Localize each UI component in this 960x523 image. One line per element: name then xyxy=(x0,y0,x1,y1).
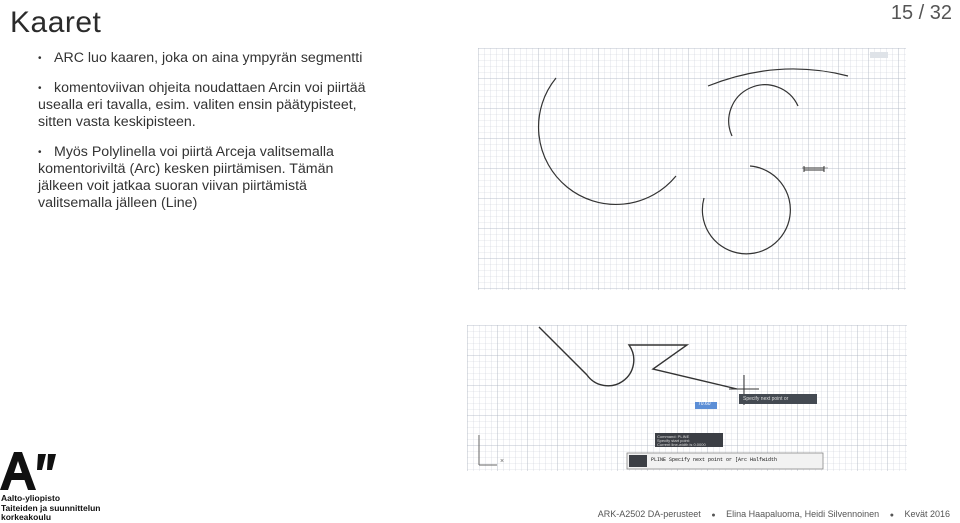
bullet-dot-icon: • xyxy=(38,83,42,94)
bullet-list xyxy=(38,50,378,225)
command-history-line: Command: PLINE xyxy=(657,434,690,439)
slide-title: Kaaret xyxy=(10,6,102,39)
bullet-item xyxy=(38,50,378,67)
footer-course: ARK-A2502 DA-perusteet xyxy=(597,509,701,519)
drawing-canvas xyxy=(467,325,907,471)
bullet-item xyxy=(38,144,378,212)
bullet-dot-icon: • xyxy=(38,53,42,64)
command-line-tools xyxy=(629,455,647,467)
bullet-item xyxy=(38,80,378,131)
cad-arcs-screenshot xyxy=(478,48,906,290)
separator-dot-icon: ● xyxy=(711,512,716,519)
bullet-text: ARC luo kaaren, joka on aina ympyrän segmentti xyxy=(54,50,363,66)
footer-authors: Elina Haapaluoma, Heidi Silvennoinen xyxy=(726,509,880,519)
command-history-line: Current line-width is 0.0000 xyxy=(657,442,706,447)
command-line-input[interactable]: PLINE Specify next point or [Arc Halfwidth xyxy=(651,457,778,463)
separator-dot-icon: ● xyxy=(889,512,894,519)
bullet-text: komentoviivan ohjeita noudattaen Arcin voi piirtää usealla eri tavalla, esim. valiten ensin päätypisteet, sitten vasta keskipisteen. xyxy=(38,80,366,130)
bullet-dot-icon: • xyxy=(38,147,42,158)
footer xyxy=(598,509,950,519)
viewcube-icon xyxy=(870,52,888,58)
tooltip-text: Specify next point or xyxy=(743,396,789,402)
org-name: Aalto-yliopisto Taiteiden ja suunnittelun korkeakoulu xyxy=(1,493,101,522)
page-number: 15 / 32 xyxy=(890,2,952,24)
ucs-x-label: × xyxy=(500,458,505,465)
bullet-text: Myös Polylinella voi piirtä Arceja valitsemalla komentoriviltä (Arc) kesken piirtämisen. Tämän jälkeen voit jatkaa suoran viivan piirtämistä valitsemalla jälleen (Line) xyxy=(38,144,334,211)
dynamic-input-value[interactable]: 70.60 xyxy=(698,401,711,407)
aalto-logo xyxy=(0,450,60,492)
footer-term: Kevät 2016 xyxy=(904,509,950,519)
cad-polyline-screenshot xyxy=(467,325,907,471)
command-history-line: Specify start point: xyxy=(657,438,690,443)
